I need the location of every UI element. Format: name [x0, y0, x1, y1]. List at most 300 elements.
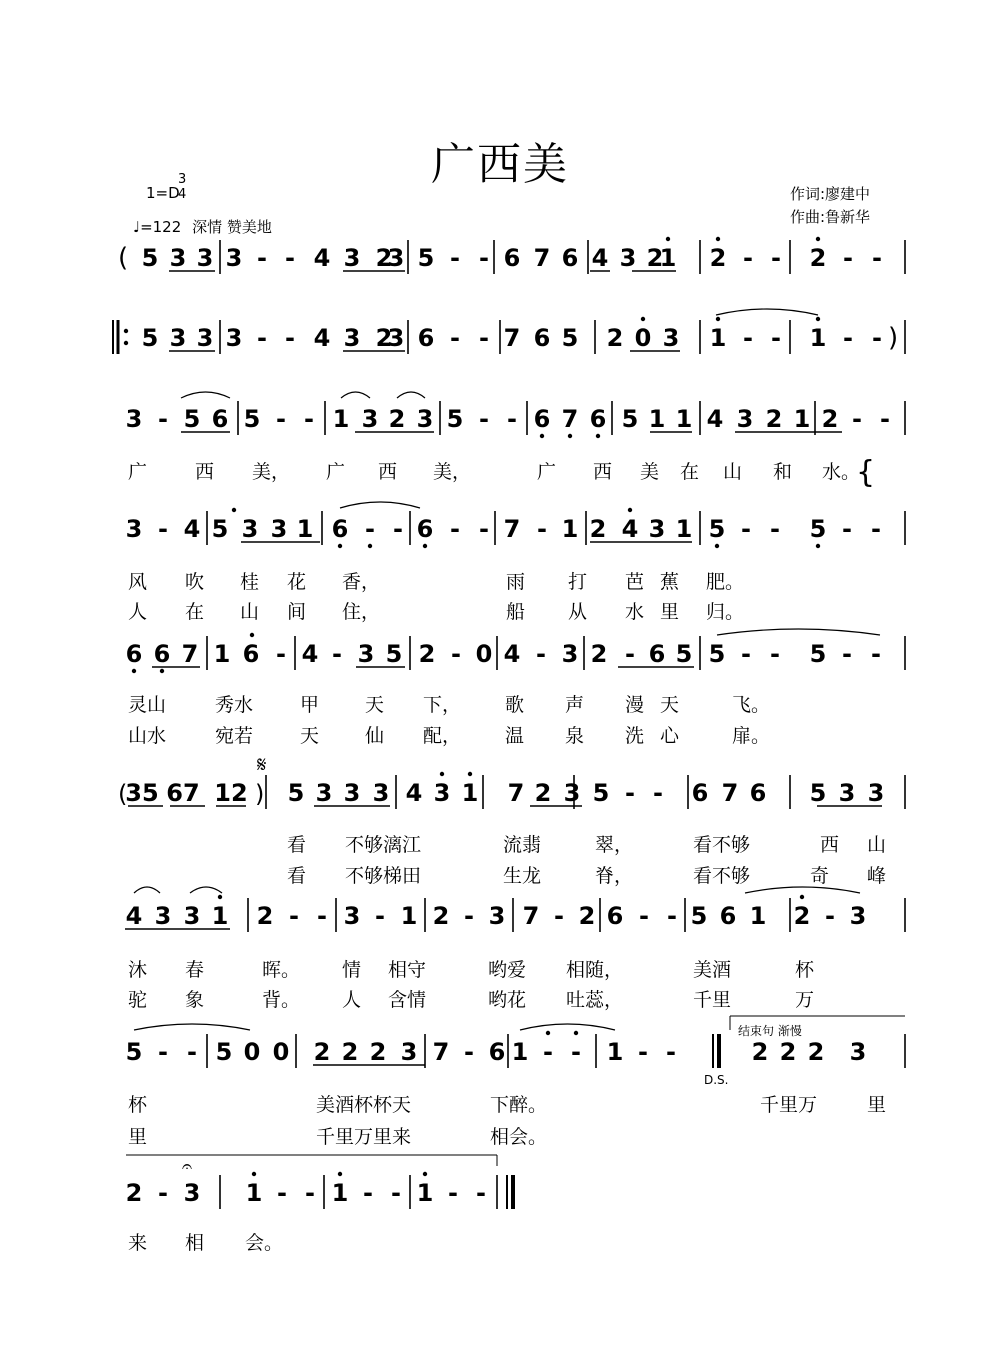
sustain-dash: - — [554, 902, 564, 930]
sustain-dash: - — [158, 1179, 168, 1207]
note: 5 — [708, 515, 726, 543]
lyric-syllable: 西 — [593, 461, 613, 483]
lyric-syllable: 船 — [506, 601, 526, 623]
lyric-syllable: 看不够 — [693, 834, 751, 856]
lyric-syllable: 广 — [326, 461, 346, 483]
lyric-syllable: 肥。 — [706, 571, 745, 593]
lyric-syllable: 山 — [867, 834, 887, 856]
note: 3 — [563, 779, 581, 807]
sustain-dash: - — [536, 640, 546, 668]
sustain-dash: - — [393, 515, 403, 543]
tie — [716, 309, 818, 315]
lyric-syllable: 西 — [378, 461, 398, 483]
note: 5 — [141, 324, 159, 352]
sustain-dash: - — [257, 244, 267, 272]
lyric-syllable: 千里 — [693, 989, 732, 1011]
note: 7 — [432, 1038, 450, 1066]
sustain-dash: - — [667, 902, 677, 930]
sustain-dash: - — [743, 324, 753, 352]
high-octave-dot — [666, 237, 670, 241]
note: 0 — [634, 324, 652, 352]
slur — [745, 887, 860, 893]
sustain-dash: - — [479, 405, 489, 433]
note: 4 — [301, 640, 319, 668]
note: 6 — [417, 324, 435, 352]
lyric-syllable: 温 — [505, 725, 525, 747]
sustain-dash: - — [464, 902, 474, 930]
sustain-dash: - — [277, 1179, 287, 1207]
lyric-syllable: 甲 — [300, 694, 320, 716]
note: 5 — [809, 779, 827, 807]
lyric-syllable: 天 — [365, 694, 385, 716]
low-octave-dot — [596, 434, 600, 438]
tie — [134, 1024, 250, 1030]
sustain-dash: - — [842, 515, 852, 543]
note: 12 — [214, 779, 248, 807]
repeat-dot — [124, 341, 128, 345]
note: 3 — [372, 779, 390, 807]
low-octave-dot — [338, 544, 342, 548]
sustain-dash: - — [276, 640, 286, 668]
lyric-syllable: 不够梯田 — [345, 865, 422, 887]
lyric-syllable: 蕉 — [660, 571, 680, 593]
lyric-syllable: 心 — [660, 725, 680, 747]
note: 3 — [183, 902, 201, 930]
lyric-syllable: 歌 — [505, 694, 525, 716]
slur — [397, 392, 425, 398]
sustain-dash: - — [304, 405, 314, 433]
note: 6 — [719, 902, 737, 930]
note: 3 — [196, 324, 214, 352]
high-octave-dot — [250, 633, 254, 637]
note: 3 — [241, 515, 259, 543]
note: 2 — [534, 779, 552, 807]
sustain-dash: - — [770, 640, 780, 668]
time-signature-top: 3 — [178, 172, 187, 187]
note: 4 — [313, 324, 331, 352]
sustain-dash: - — [666, 1038, 676, 1066]
note: 7 — [181, 640, 199, 668]
note: 2 — [751, 1038, 769, 1066]
note: 2 — [375, 244, 393, 272]
sustain-dash: - — [289, 902, 299, 930]
sustain-dash: - — [363, 1179, 373, 1207]
lyric-syllable: 相 — [185, 1232, 205, 1254]
lyric-syllable: 从 — [568, 601, 588, 623]
sustain-dash: - — [158, 405, 168, 433]
note: 5 — [211, 515, 229, 543]
high-octave-dot — [423, 1172, 427, 1176]
lyric-syllable: 看 — [287, 834, 307, 856]
lyric-syllable: 香， — [342, 571, 381, 593]
note: 1 — [675, 405, 693, 433]
note: 6 — [242, 640, 260, 668]
sustain-dash: - — [825, 902, 835, 930]
lyric-syllable: 和 — [773, 461, 793, 483]
expression-marking: 深情 赞美地 — [192, 218, 272, 236]
note: 2 — [646, 244, 664, 272]
note: 4 — [183, 515, 201, 543]
low-octave-dot — [423, 544, 427, 548]
sustain-dash: - — [450, 324, 460, 352]
note: 5 — [675, 640, 693, 668]
note: 1 — [675, 515, 693, 543]
sustain-dash: - — [507, 405, 517, 433]
paren: ( — [118, 243, 129, 273]
sustain-dash: - — [451, 640, 461, 668]
lyric-syllable: 杯 — [128, 1094, 148, 1116]
lyric-syllable: 看 — [287, 865, 307, 887]
note: 7 — [503, 324, 521, 352]
sustain-dash: - — [843, 244, 853, 272]
note: 6 — [606, 902, 624, 930]
note: 5 — [809, 640, 827, 668]
note: 3 — [169, 324, 187, 352]
note: 7 — [561, 405, 579, 433]
note: 3 — [400, 1038, 418, 1066]
lyric-syllable: 桂 — [240, 571, 260, 593]
note: 7 — [503, 515, 521, 543]
sustain-dash: - — [479, 244, 489, 272]
repeat-dot — [124, 329, 128, 333]
note: 2 — [125, 1179, 143, 1207]
note: 3 — [867, 779, 885, 807]
note: 2 — [779, 1038, 797, 1066]
lyric-syllable: 来 — [128, 1232, 148, 1254]
lyric-syllable: 杯 — [795, 959, 815, 981]
sustain-dash: - — [537, 515, 547, 543]
high-octave-dot — [468, 772, 472, 776]
sustain-dash: - — [880, 405, 890, 433]
sustain-dash: - — [638, 1038, 648, 1066]
paren: ) — [888, 323, 899, 353]
tempo: ♩=122 — [133, 218, 182, 236]
sustain-dash: - — [450, 244, 460, 272]
note: 3 — [270, 515, 288, 543]
note: 2 — [809, 244, 827, 272]
sustain-dash: - — [365, 515, 375, 543]
note: 6 — [416, 515, 434, 543]
sustain-dash: - — [158, 515, 168, 543]
note: 3 — [416, 405, 434, 433]
note: 1 — [245, 1179, 263, 1207]
sustain-dash: - — [842, 640, 852, 668]
lyric-syllable: 芭 — [625, 571, 645, 593]
lyric-syllable: 声 — [565, 694, 585, 716]
note: 2 — [369, 1038, 387, 1066]
lyric-syllable: 驼 — [128, 989, 148, 1011]
note: 3 — [125, 405, 143, 433]
note: 7 — [533, 244, 551, 272]
note: 6 — [153, 640, 171, 668]
note: 3 — [343, 779, 361, 807]
lyric-syllable: 情 — [342, 959, 362, 981]
note: 3 — [736, 405, 754, 433]
lyric-syllable: 象 — [185, 989, 205, 1011]
lyric-syllable: 相会。 — [490, 1126, 548, 1148]
high-octave-dot — [816, 317, 820, 321]
note: 5 — [809, 515, 827, 543]
lyric-syllable: 翠， — [595, 834, 634, 856]
lyric-syllable: 不够漓江 — [345, 834, 422, 856]
note: 1 — [331, 1179, 349, 1207]
note: 1 — [211, 902, 229, 930]
note: 3 — [225, 324, 243, 352]
note: 1 — [400, 902, 418, 930]
sustain-dash: - — [285, 324, 295, 352]
note: 1 — [749, 902, 767, 930]
high-octave-dot — [574, 1031, 578, 1035]
tempo-marking — [133, 216, 272, 237]
note: 5 — [446, 405, 464, 433]
note: 3 — [183, 1179, 201, 1207]
note: 5 — [708, 640, 726, 668]
note: 2 — [793, 902, 811, 930]
lyric-syllable: 人 — [342, 989, 362, 1011]
note: 6 — [691, 779, 709, 807]
sustain-dash: - — [285, 244, 295, 272]
note: 6 — [533, 405, 551, 433]
note: 2 — [590, 640, 608, 668]
lyric-syllable: 千里万 — [760, 1094, 818, 1116]
note: 1 — [416, 1179, 434, 1207]
lyric-syllable: 含情 — [388, 989, 427, 1011]
low-octave-dot — [160, 669, 164, 673]
note: 6 — [503, 244, 521, 272]
high-octave-dot — [218, 895, 222, 899]
tie — [717, 629, 880, 635]
sustain-dash: - — [872, 244, 882, 272]
sustain-dash: - — [770, 515, 780, 543]
lyric-syllable: 在 — [680, 461, 700, 483]
sustain-dash: - — [276, 405, 286, 433]
lyric-syllable: 里 — [660, 601, 680, 623]
dal-segno-mark: D.S. — [704, 1073, 729, 1087]
lyric-syllable: 里 — [128, 1126, 148, 1148]
note: 6 — [533, 324, 551, 352]
note: 5 — [592, 779, 610, 807]
lyric-syllable: 下醉。 — [490, 1094, 548, 1116]
high-octave-dot — [800, 895, 804, 899]
sustain-dash: - — [571, 1038, 581, 1066]
note: 3 — [849, 1038, 867, 1066]
note: 3 — [169, 244, 187, 272]
note: 7 — [522, 902, 540, 930]
lyric-syllable: 雨 — [506, 571, 526, 593]
note: 1 — [648, 405, 666, 433]
note: 1 — [332, 405, 350, 433]
lyric-syllable: 水 — [625, 601, 645, 623]
sustain-dash: - — [332, 640, 342, 668]
lyric-syllable: 脊， — [595, 865, 634, 887]
sustain-dash: - — [317, 902, 327, 930]
note: 2 — [418, 640, 436, 668]
sustain-dash: - — [158, 1038, 168, 1066]
lyric-syllable: 飞。 — [732, 694, 771, 716]
lyric-syllable: 广 — [128, 461, 148, 483]
lyric-syllable: 配， — [423, 725, 462, 747]
note: 3 — [648, 515, 666, 543]
sustain-dash: - — [479, 515, 489, 543]
lyric-syllable: 美 — [640, 461, 660, 483]
lyric-syllable: 万 — [795, 989, 815, 1011]
lyric-syllable: 花 — [287, 571, 307, 593]
low-octave-dot — [540, 434, 544, 438]
note: 0 — [475, 640, 493, 668]
lyric-syllable: 山水 — [128, 725, 167, 747]
note: 2 — [589, 515, 607, 543]
note: 2 — [606, 324, 624, 352]
lyric-syllable: 山 — [240, 601, 260, 623]
sustain-dash: - — [653, 779, 663, 807]
note: 3 — [433, 779, 451, 807]
note: 6 — [331, 515, 349, 543]
note: 3 — [387, 244, 405, 272]
lyric-syllable: 晖。 — [262, 959, 301, 981]
lyric-syllable: 沐 — [128, 959, 148, 981]
verse-brace: { — [856, 455, 876, 490]
note: 3 — [387, 324, 405, 352]
low-octave-dot — [368, 544, 372, 548]
note: 5 — [287, 779, 305, 807]
high-octave-dot — [628, 508, 632, 512]
note: 3 — [315, 779, 333, 807]
sustain-dash: - — [450, 515, 460, 543]
paren: ( — [118, 780, 128, 808]
lyric-syllable: 千里万里来 — [316, 1126, 412, 1148]
sustain-dash: - — [625, 779, 635, 807]
lyric-syllable: 美， — [433, 461, 472, 483]
note: 1 — [709, 324, 727, 352]
tie — [520, 1024, 615, 1030]
note: 6 — [749, 779, 767, 807]
note: 5 — [183, 405, 201, 433]
note: 4 — [313, 244, 331, 272]
high-octave-dot — [546, 1031, 550, 1035]
note: 4 — [591, 244, 609, 272]
note: 1 — [659, 244, 677, 272]
note: 3 — [196, 244, 214, 272]
lyric-syllable: 秀水 — [215, 694, 254, 716]
high-octave-dot — [641, 317, 645, 321]
high-octave-dot — [252, 1172, 256, 1176]
lyric-syllable: 风 — [128, 571, 148, 593]
lyric-syllable: 相守 — [388, 959, 427, 981]
lyric-syllable: 相随， — [566, 959, 624, 981]
lyric-syllable: 流翡 — [503, 834, 542, 856]
sustain-dash: - — [479, 324, 489, 352]
slur — [181, 392, 230, 398]
lyric-syllable: 背。 — [262, 989, 301, 1011]
note: 4 — [125, 902, 143, 930]
high-octave-dot — [440, 772, 444, 776]
note: 3 — [357, 640, 375, 668]
note: 1 — [461, 779, 479, 807]
lyric-syllable: 水。 — [822, 461, 861, 483]
note: 2 — [709, 244, 727, 272]
lyric-syllable: 间 — [287, 601, 307, 623]
note: 5 — [417, 244, 435, 272]
lyricist-credit: 作词:廖建中 — [790, 185, 871, 203]
sustain-dash: - — [639, 902, 649, 930]
sustain-dash: - — [257, 324, 267, 352]
note: 3 — [125, 515, 143, 543]
sustain-dash: - — [391, 1179, 401, 1207]
lyric-syllable: 哟爱 — [488, 959, 527, 981]
note: 4 — [405, 779, 423, 807]
lyric-syllable: 天 — [300, 725, 320, 747]
lyric-syllable: 下， — [423, 694, 462, 716]
low-octave-dot — [132, 669, 136, 673]
note: 2 — [341, 1038, 359, 1066]
lyric-syllable: 天 — [660, 694, 680, 716]
note: 0 — [272, 1038, 290, 1066]
note: 3 — [343, 244, 361, 272]
lyric-syllable: 西 — [820, 834, 840, 856]
note: 1 — [561, 515, 579, 543]
composer-credit: 作曲:鲁新华 — [790, 208, 871, 226]
lyric-syllable: 美酒 — [693, 959, 732, 981]
sustain-dash: - — [476, 1179, 486, 1207]
lyric-syllable: 哟花 — [488, 989, 527, 1011]
sustain-dash: - — [187, 1038, 197, 1066]
note: 1 — [296, 515, 314, 543]
note: 2 — [432, 902, 450, 930]
lyric-syllable: 人 — [128, 601, 148, 623]
high-octave-dot — [716, 237, 720, 241]
lyric-syllable: 打 — [568, 571, 588, 593]
note: 4 — [706, 405, 724, 433]
lyric-syllable: 生龙 — [503, 865, 542, 887]
lyric-syllable: 西 — [195, 461, 215, 483]
volta-ending-label: 结束句 渐慢 — [738, 1024, 802, 1038]
sustain-dash: - — [843, 324, 853, 352]
note: 0 — [243, 1038, 261, 1066]
note: 5 — [243, 405, 261, 433]
note: 3 — [619, 244, 637, 272]
tie — [340, 502, 420, 508]
sustain-dash: - — [743, 244, 753, 272]
sustain-dash: - — [771, 244, 781, 272]
lyric-syllable: 春 — [185, 959, 205, 981]
note: 2 — [765, 405, 783, 433]
note: 3 — [225, 244, 243, 272]
note: 5 — [141, 244, 159, 272]
note: 3 — [488, 902, 506, 930]
note: 2 — [375, 324, 393, 352]
note: 2 — [807, 1038, 825, 1066]
note: 1 — [213, 640, 231, 668]
note: 6 — [211, 405, 229, 433]
sustain-dash: - — [625, 640, 635, 668]
note: 7 — [507, 779, 525, 807]
lyric-syllable: 吐蕊， — [566, 989, 624, 1011]
high-octave-dot — [816, 237, 820, 241]
note: 3 — [849, 902, 867, 930]
fermata-icon: 𝄐 — [182, 1156, 193, 1177]
lyric-syllable: 奇 — [810, 865, 830, 887]
lyric-syllable: 看不够 — [693, 865, 751, 887]
slur — [341, 392, 370, 398]
sustain-dash: - — [871, 515, 881, 543]
low-octave-dot — [816, 544, 820, 548]
note: 2 — [821, 405, 839, 433]
segno-icon: 𝄋 — [257, 753, 267, 778]
note: 5 — [621, 405, 639, 433]
note: 4 — [503, 640, 521, 668]
high-octave-dot — [232, 508, 236, 512]
lyric-syllable: 在 — [185, 601, 205, 623]
